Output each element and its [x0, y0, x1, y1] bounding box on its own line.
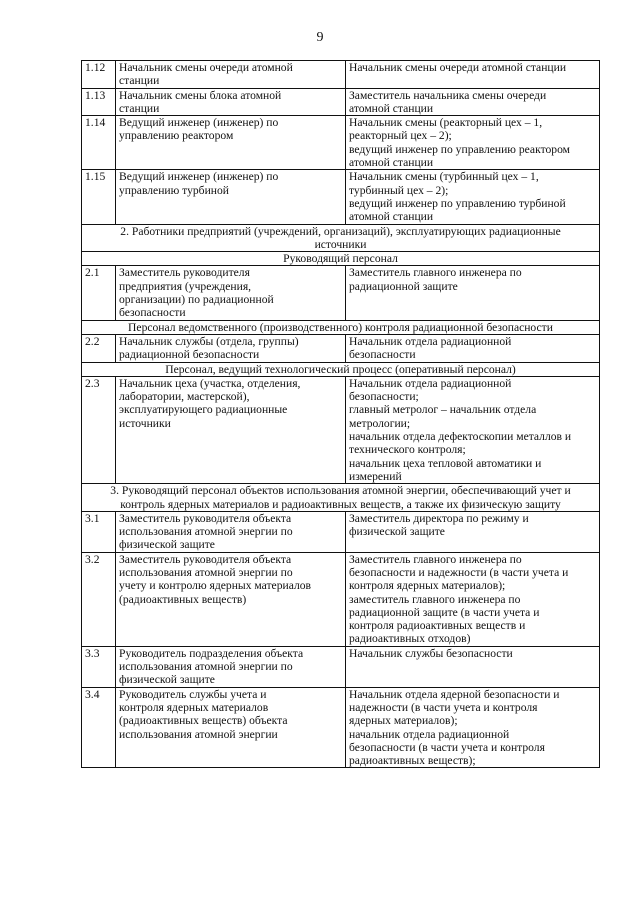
section-header [82, 320, 600, 334]
cell-text-line: измерений [349, 469, 402, 483]
cell-text-line: контроля ядерных материалов); [349, 579, 506, 593]
cell-text-line: Ведущий инженер (инженер) по [119, 116, 279, 130]
table-row [82, 88, 600, 116]
cell-text-line: лаборатории, мастерской), [119, 390, 250, 404]
cell-text-line: Начальник отдела радиационной [349, 376, 512, 390]
table-row [82, 61, 600, 89]
cell-text-line: 3. Руководящий персонал объектов использования атомной энергии, обеспечивающий учет и [110, 484, 571, 498]
cell-text-line: контроля ядерных материалов [119, 700, 269, 714]
approver-cell [346, 687, 600, 768]
row-number: 2.2 [82, 334, 116, 362]
cell-text-line: безопасности [119, 306, 186, 320]
cell-text-line: безопасности (в части учета и контроля [349, 740, 545, 754]
cell-text-line: Заместитель руководителя объекта [119, 511, 292, 525]
cell-text-line: заместитель главного инженера по [349, 592, 521, 606]
table-row [82, 552, 600, 646]
cell-text-line: технического контроля; [349, 443, 466, 457]
cell-text-line: источники [314, 237, 367, 251]
cell-text-line: Заместитель начальника смены очереди [349, 88, 547, 102]
cell-text-line: безопасности [349, 348, 416, 362]
approver-cell [346, 511, 600, 552]
cell-text-line: атомной станции [349, 210, 434, 224]
row-number: 1.13 [82, 88, 116, 116]
cell-text-line: Начальник отдела радиационной [349, 334, 512, 348]
position-cell [116, 116, 346, 170]
cell-text-line: использования атомной энергии по [119, 660, 293, 674]
cell-text-line: атомной станции [349, 156, 434, 170]
approver-cell [346, 646, 600, 687]
section-header-row [82, 224, 600, 252]
cell-text-line: радиационной безопасности [119, 348, 260, 362]
cell-text-line: безопасности; [349, 390, 419, 404]
cell-text-line: надежности (в части учета и контроля [349, 700, 538, 714]
position-cell [116, 266, 346, 320]
position-cell [116, 552, 346, 646]
cell-text-line: реакторный цех – 2); [349, 129, 452, 143]
cell-text-line: физической защите [119, 673, 215, 687]
position-cell [116, 646, 346, 687]
cell-text-line: безопасности и надежности (в части учета и [349, 565, 569, 579]
cell-text-line: радиоактивных отходов) [349, 632, 471, 646]
row-number: 2.3 [82, 376, 116, 483]
cell-text-line: главный метролог – начальник отдела [349, 403, 537, 417]
position-cell [116, 376, 346, 483]
positions-table [81, 60, 600, 768]
cell-text-line: (радиоактивных веществ) [119, 592, 247, 606]
section-header [82, 362, 600, 376]
cell-text-line: Начальник смены блока атомной [119, 88, 282, 102]
position-cell [116, 61, 346, 89]
cell-text-line: Персонал ведомственного (производственного) контроля радиационной безопасности [128, 320, 553, 334]
cell-text-line: (радиоактивных веществ) объекта [119, 714, 288, 728]
table-row [82, 511, 600, 552]
cell-text-line: Заместитель главного инженера по [349, 266, 522, 280]
row-number: 1.12 [82, 61, 116, 89]
cell-text-line: эксплуатирующего радиационные [119, 403, 288, 417]
cell-text-line: атомной станции [349, 101, 434, 115]
cell-text-line: Руководящий персонал [283, 252, 398, 266]
approver-cell [346, 170, 600, 224]
cell-text-line: Начальник смены очереди атомной станции [349, 61, 567, 74]
position-cell [116, 511, 346, 552]
cell-text-line: метрологии; [349, 416, 411, 430]
cell-text-line: Начальник отдела ядерной безопасности и [349, 687, 560, 701]
row-number: 3.1 [82, 511, 116, 552]
cell-text-line: начальник цеха тепловой автоматики и [349, 456, 542, 470]
section-header-row [82, 252, 600, 266]
cell-text-line: Начальник смены очереди атомной [119, 61, 293, 74]
cell-text-line: Руководитель службы учета и [119, 687, 267, 701]
table-row [82, 376, 600, 483]
section-header-row [82, 362, 600, 376]
section-header [82, 252, 600, 266]
cell-text-line: Начальник цеха (участка, отделения, [119, 376, 301, 390]
cell-text-line: использования атомной энергии [119, 727, 278, 741]
position-cell [116, 170, 346, 224]
cell-text-line: Заместитель руководителя объекта [119, 552, 292, 566]
cell-text-line: физической защите [119, 538, 215, 552]
cell-text-line: контроль ядерных материалов и радиоактивных веществ, а также их физическую защиту [120, 497, 561, 511]
cell-text-line: 2. Работники предприятий (учреждений, организаций), эксплуатирующих радиационные [120, 224, 561, 238]
cell-text-line: ядерных материалов); [349, 714, 458, 728]
cell-text-line: Ведущий инженер (инженер) по [119, 170, 279, 184]
row-number: 3.3 [82, 646, 116, 687]
approver-cell [346, 376, 600, 483]
table-row [82, 687, 600, 768]
row-number: 1.14 [82, 116, 116, 170]
cell-text-line: управлению турбиной [119, 183, 229, 197]
cell-text-line: Руководитель подразделения объекта [119, 646, 304, 660]
cell-text-line: Персонал, ведущий технологический процесс (оперативный персонал) [165, 362, 516, 376]
page-number: 9 [316, 30, 324, 45]
cell-text-line: Заместитель главного инженера по [349, 552, 522, 566]
section-header-row [82, 484, 600, 512]
section-header [82, 224, 600, 252]
cell-text-line: радиоактивных веществ); [349, 754, 476, 768]
cell-text-line: физической защите [349, 525, 445, 539]
cell-text-line: Начальник службы безопасности [349, 646, 513, 660]
cell-text-line: использования атомной энергии по [119, 565, 293, 579]
cell-text-line: Начальник службы (отдела, группы) [119, 334, 299, 348]
row-number: 3.4 [82, 687, 116, 768]
cell-text-line: Начальник смены (реакторный цех – 1, [349, 116, 543, 130]
table-row [82, 116, 600, 170]
cell-text-line: Начальник смены (турбинный цех – 1, [349, 170, 539, 184]
cell-text-line: ведущий инженер по управлению реактором [349, 142, 570, 156]
cell-text-line: ведущий инженер по управлению турбиной [349, 196, 566, 210]
row-number: 3.2 [82, 552, 116, 646]
approver-cell [346, 61, 600, 89]
table-row [82, 334, 600, 362]
cell-text-line: учету и контролю ядерных материалов [119, 579, 312, 593]
table-row [82, 646, 600, 687]
position-cell [116, 334, 346, 362]
cell-text-line: контроля радиоактивных веществ и [349, 619, 526, 633]
row-number: 1.15 [82, 170, 116, 224]
approver-cell [346, 552, 600, 646]
cell-text-line: предприятия (учреждения, [119, 279, 252, 293]
row-number: 2.1 [82, 266, 116, 320]
section-header-row [82, 320, 600, 334]
table-row [82, 170, 600, 224]
cell-text-line: радиационной защите (в части учета и [349, 605, 540, 619]
cell-text-line: Заместитель руководителя [119, 266, 250, 280]
table-row [82, 266, 600, 320]
cell-text-line: организации) по радиационной [119, 293, 274, 307]
approver-cell [346, 88, 600, 116]
section-header [82, 484, 600, 512]
position-cell [116, 687, 346, 768]
cell-text-line: Заместитель директора по режиму и [349, 511, 529, 525]
cell-text-line: турбинный цех – 2); [349, 183, 449, 197]
approver-cell [346, 266, 600, 320]
cell-text-line: начальник отдела дефектоскопии металлов и [349, 430, 572, 444]
approver-cell [346, 334, 600, 362]
cell-text-line: радиационной защите [349, 279, 458, 293]
cell-text-line: управлению реактором [119, 129, 234, 143]
cell-text-line: использования атомной энергии по [119, 525, 293, 539]
position-cell [116, 88, 346, 116]
cell-text-line: начальник отдела радиационной [349, 727, 510, 741]
cell-text-line: станции [119, 74, 160, 88]
approver-cell [346, 116, 600, 170]
cell-text-line: источники [119, 416, 171, 430]
cell-text-line: станции [119, 101, 160, 115]
